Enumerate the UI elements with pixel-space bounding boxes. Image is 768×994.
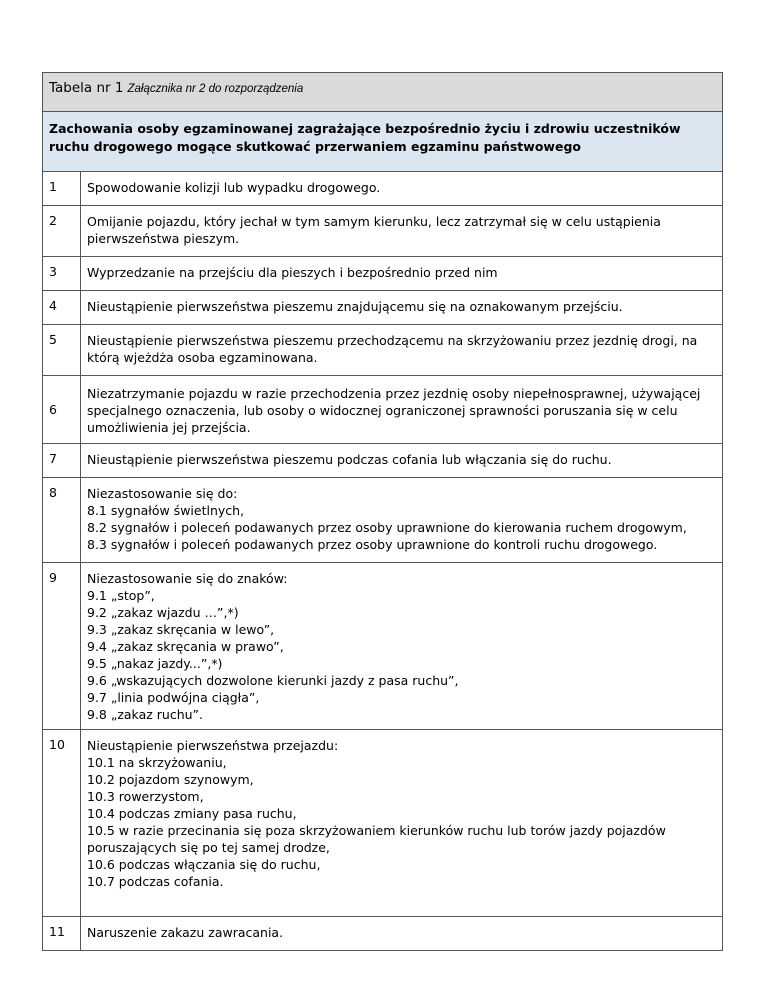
section-header: Zachowania osoby egzaminowanej zagrażające bezpośrednio życiu i zdrowiu uczestników ruchu drogowego mogące skutkować przerwaniem egzaminu państwowego <box>43 112 723 172</box>
row-text-line: Nieustąpienie pierwszeństwa pieszemu znajdującemu się na oznakowanym przejściu. <box>87 299 623 314</box>
row-text-line: 10.3 rowerzystom, <box>87 789 204 804</box>
table-row <box>43 730 723 917</box>
table-row <box>43 172 723 206</box>
row-number: 10 <box>43 730 81 917</box>
table-row <box>43 291 723 325</box>
row-text-line: 9.7 „linia podwójna ciągła”, <box>87 690 260 705</box>
row-text-line: Wyprzedzanie na przejściu dla pieszych i bezpośrednio przed nim <box>87 265 498 280</box>
row-text-line: Niezastosowanie się do znaków: <box>87 571 288 586</box>
row-text <box>81 730 723 917</box>
row-text <box>81 917 723 951</box>
row-text-line: 10.1 na skrzyżowaniu, <box>87 755 227 770</box>
row-text-line: 10.7 podczas cofania. <box>87 874 224 889</box>
table-row <box>43 563 723 730</box>
row-text <box>81 206 723 257</box>
row-text-line: Nieustąpienie pierwszeństwa pieszemu przechodzącemu na skrzyżowaniu przez jezdnię drogi, na którą wjeżdża osoba egzaminowana. <box>87 333 698 365</box>
row-number: 2 <box>43 206 81 257</box>
table-subtitle: Załącznika nr 2 do rozporządzenia <box>127 83 304 95</box>
row-text <box>81 257 723 291</box>
row-text-line: Naruszenie zakazu zawracania. <box>87 925 284 940</box>
row-text <box>81 291 723 325</box>
table-title: Tabela nr 1 <box>49 80 124 96</box>
table-row <box>43 917 723 951</box>
table-title-cell <box>43 73 723 112</box>
row-text <box>81 478 723 563</box>
table-row <box>43 206 723 257</box>
row-text-line: 9.1 „stop”, <box>87 588 155 603</box>
row-text <box>81 563 723 730</box>
row-text-line: 9.8 „zakaz ruchu”. <box>87 707 203 722</box>
section-header-row <box>43 112 723 172</box>
table-row <box>43 325 723 376</box>
table-row <box>43 376 723 444</box>
row-text-line: Spowodowanie kolizji lub wypadku drogowego. <box>87 180 381 195</box>
row-text-line: 8.2 sygnałów i poleceń podawanych przez osoby uprawnione do kierowania ruchem drogowym, <box>87 520 687 535</box>
row-text <box>81 376 723 444</box>
row-text-line: Niezatrzymanie pojazdu w razie przechodzenia przez jezdnię osoby niepełnosprawnej, używającej specjalnego oznaczenia, lub osoby o widocznej ograniczonej sprawności poruszania się w celu umożliwienia jej przejścia. <box>87 385 701 435</box>
row-text-line: Nieustąpienie pierwszeństwa pieszemu podczas cofania lub włączania się do ruchu. <box>87 452 612 467</box>
row-number: 7 <box>43 444 81 478</box>
table-row <box>43 444 723 478</box>
row-text-line: 8.1 sygnałów świetlnych, <box>87 503 245 518</box>
row-text-line: 9.2 „zakaz wjazdu …”,*) <box>87 605 239 620</box>
row-number: 5 <box>43 325 81 376</box>
row-number: 1 <box>43 172 81 206</box>
row-text-line: 9.5 „nakaz jazdy...”,*) <box>87 656 223 671</box>
row-number: 8 <box>43 478 81 563</box>
regulation-table <box>42 72 723 951</box>
table-title-row <box>43 73 723 112</box>
row-text-line: 10.5 w razie przecinania się poza skrzyżowaniem kierunków ruchu lub torów jazdy pojazdów poruszających się po tej samej drodze, <box>87 823 666 855</box>
row-text <box>81 444 723 478</box>
row-text-line: 10.2 pojazdom szynowym, <box>87 772 254 787</box>
row-number: 9 <box>43 563 81 730</box>
row-text-line: Nieustąpienie pierwszeństwa przejazdu: <box>87 738 339 753</box>
row-number: 11 <box>43 917 81 951</box>
row-text-line: 10.4 podczas zmiany pasa ruchu, <box>87 806 297 821</box>
row-text-line: Omijanie pojazdu, który jechał w tym samym kierunku, lecz zatrzymał się w celu ustąpienia pierwszeństwa pieszym. <box>87 214 661 246</box>
row-number: 3 <box>43 257 81 291</box>
table-row <box>43 478 723 563</box>
row-text <box>81 172 723 206</box>
table-row <box>43 257 723 291</box>
row-number: 4 <box>43 291 81 325</box>
row-text-line: Niezastosowanie się do: <box>87 486 238 501</box>
row-text-line: 10.6 podczas włączania się do ruchu, <box>87 857 321 872</box>
row-text <box>81 325 723 376</box>
row-text-line: 9.4 „zakaz skręcania w prawo”, <box>87 639 284 654</box>
row-text-line: 9.3 „zakaz skręcania w lewo”, <box>87 622 275 637</box>
row-text-line: 9.6 „wskazujących dozwolone kierunki jazdy z pasa ruchu”, <box>87 673 459 688</box>
row-number: 6 <box>43 376 81 444</box>
row-text-line: 8.3 sygnałów i poleceń podawanych przez osoby uprawnione do kontroli ruchu drogowego. <box>87 537 658 552</box>
